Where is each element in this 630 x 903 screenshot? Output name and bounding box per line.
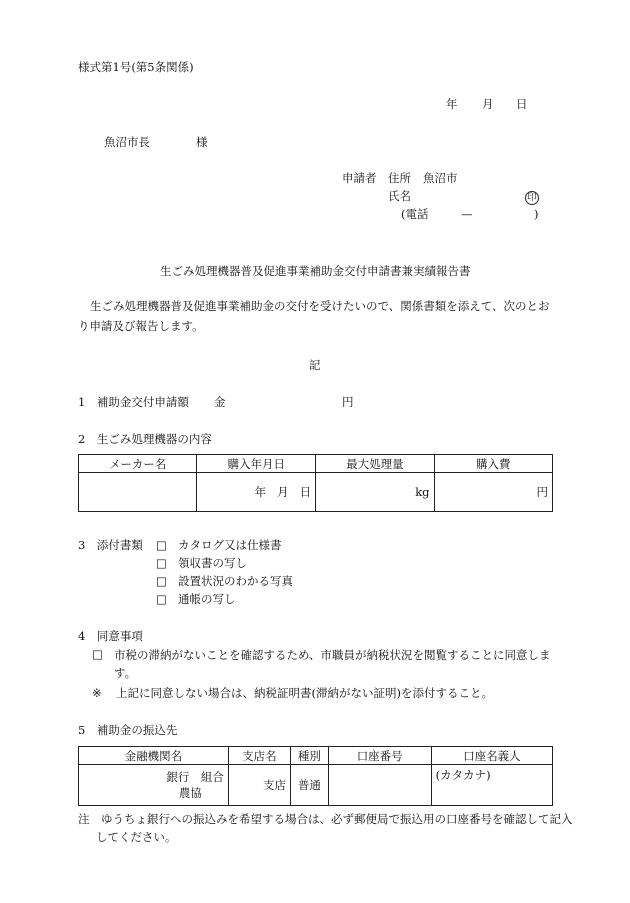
section4-label: 4 同意事項 [78,629,143,643]
form-number: 様式第1号(第5条関係) [78,60,194,74]
equipment-table-header [79,455,553,473]
header-branch: 支店名 [228,747,290,765]
address-label: 住所 [388,171,411,185]
date-day-label: 日 [516,97,528,111]
maker-cell[interactable] [79,473,197,512]
bank-table-row [79,765,553,806]
account-holder-cell[interactable] [431,765,552,806]
attachment-item-2: 領収書の写し [178,556,247,570]
bank-type-line2: 農協 [178,786,202,800]
phone-dash: — [461,207,473,221]
section1-yen: 円 [342,395,354,409]
capacity-unit: kg [415,485,430,499]
phone-close: ) [534,207,539,221]
bank-type-line1: 銀行 組合 [166,770,224,784]
attachment-checkbox-3[interactable]: □ [156,574,167,588]
header-account-number: 口座番号 [328,747,431,765]
consent-checkbox[interactable]: □ [92,647,103,661]
holder-katakana-hint: (カタカナ) [435,768,491,782]
consent-text: 市税の滞納がないことを確認するため、市職員が納税状況を閲覧することに同意します。 [114,648,551,680]
purchase-date-cell[interactable] [197,473,316,512]
attachment-item-4: 通帳の写し [178,592,236,606]
header-cost: 購入費 [434,455,552,473]
cost-cell[interactable] [434,473,552,512]
header-maker: メーカー名 [79,455,197,473]
seal-mark [525,188,539,205]
name-label: 氏名 [388,189,411,203]
applicant-label: 申請者 [342,171,377,185]
address-value: 魚沼市 [423,171,458,185]
section3-label: 3 添付書類 [78,538,143,552]
section2-label: 2 生ごみ処理機器の内容 [78,432,212,446]
attachment-checkbox-2[interactable]: □ [156,556,167,570]
attachment-checkbox-1[interactable]: □ [156,538,167,552]
phone-label: (電話 [401,207,429,221]
addressee-honorific: 様 [196,135,208,149]
cost-unit: 円 [536,485,548,499]
header-capacity: 最大処理量 [316,455,434,473]
note-mark: ※ [92,686,102,700]
consent-note: 上記に同意しない場合は、納税証明書(滞納がない証明)を添付すること。 [116,686,493,700]
header-purchase-date: 購入年月日 [197,455,316,473]
attachment-checkbox-4[interactable]: □ [156,592,167,606]
footnote: 注 ゆうちょ銀行への振込みを希望する場合は、必ず郵便局で振込用の口座番号を確認して記入してください。 [78,812,573,844]
ki-heading: 記 [309,358,321,372]
branch-cell[interactable] [228,765,290,806]
account-type-cell[interactable]: 普通 [291,765,329,806]
addressee-name: 魚沼市長 [104,135,150,149]
account-number-cell[interactable] [328,765,431,806]
purchase-day-unit: 日 [299,485,312,499]
section1-label: 1 補助金交付申請額 [78,395,189,409]
attachment-item-3: 設置状況のわかる写真 [178,574,293,588]
equipment-table [78,454,553,512]
section5-label: 5 補助金の振込先 [78,723,178,737]
header-account-type: 種別 [291,747,329,765]
bank-table-header [79,747,553,765]
header-bank-name: 金融機関名 [79,747,229,765]
capacity-cell[interactable] [316,473,434,512]
equipment-table-row [79,473,553,512]
intro-text: 生ごみ処理機器普及促進事業補助金の交付を受けたいので、関係書類を添えて、次のとおり申請及び報告します。 [78,299,550,333]
document-title: 生ごみ処理機器普及促進事業補助金交付申請書兼実績報告書 [160,264,471,278]
branch-unit: 支店 [263,778,287,792]
date-year-label: 年 [446,97,458,111]
header-account-holder: 口座名義人 [431,747,552,765]
purchase-year-unit: 年 [254,485,267,499]
section1-kin: 金 [214,395,226,409]
purchase-month-unit: 月 [277,485,289,499]
bank-name-cell[interactable] [79,765,229,806]
attachment-item-1: カタログ又は仕様書 [178,538,282,552]
bank-table [78,746,553,806]
seal-circle: 印 [525,191,539,205]
date-month-label: 月 [482,97,494,111]
